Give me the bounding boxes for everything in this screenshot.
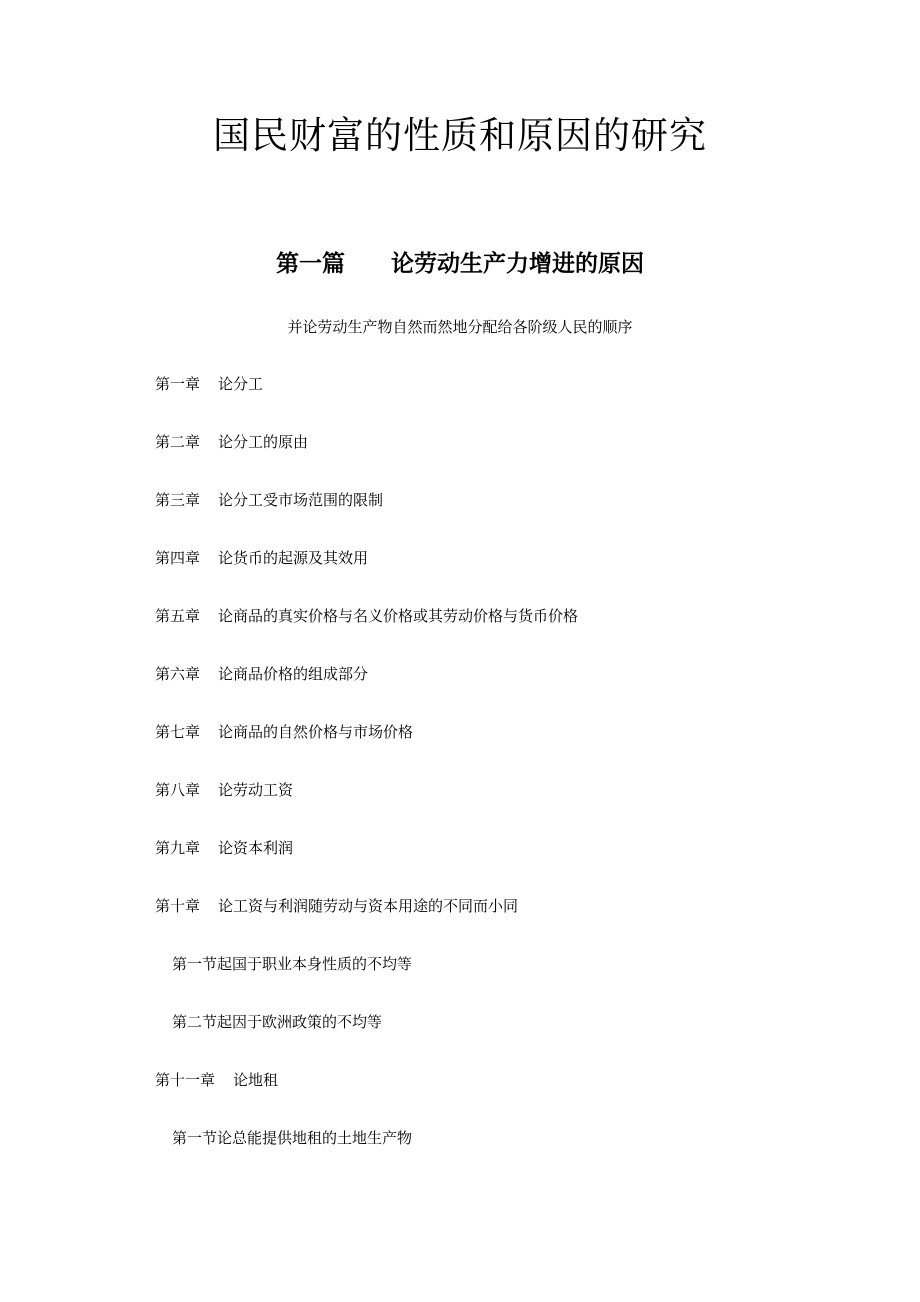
toc-chapter-entry bbox=[155, 605, 795, 663]
toc-entry-title: 论商品的自然价格与市场价格 bbox=[218, 723, 414, 741]
toc-section-entry bbox=[155, 953, 795, 1011]
toc-chapter-entry bbox=[155, 779, 795, 837]
toc-entry-number: 第十一章 bbox=[155, 1071, 216, 1089]
toc-entry-number: 第四章 bbox=[155, 549, 201, 567]
toc-entry-title: 起因于欧洲政策的不均等 bbox=[217, 1013, 383, 1031]
toc-entry-title: 论分工 bbox=[218, 375, 264, 393]
part-number: 第一篇 bbox=[276, 250, 345, 277]
part-heading bbox=[0, 248, 920, 280]
toc-chapter-entry bbox=[155, 431, 795, 489]
toc-entry-title: 论商品价格的组成部分 bbox=[218, 665, 369, 683]
toc-section-entry bbox=[155, 1011, 795, 1069]
toc-entry-number: 第十章 bbox=[155, 897, 201, 915]
toc-chapter-entry bbox=[155, 1069, 795, 1127]
toc-entry-title: 论分工受市场范围的限制 bbox=[218, 491, 384, 509]
part-title: 论劳动生产力增进的原因 bbox=[391, 250, 644, 277]
toc-entry-number: 第六章 bbox=[155, 665, 201, 683]
toc-entry-number: 第八章 bbox=[155, 781, 201, 799]
toc-entry-title: 论工资与利润随劳动与资本用途的不同而小同 bbox=[218, 897, 519, 915]
toc-entry-title: 论分工的原由 bbox=[218, 433, 309, 451]
toc-entry-number: 第二节 bbox=[172, 1013, 218, 1031]
toc-chapter-entry bbox=[155, 547, 795, 605]
toc-chapter-entry bbox=[155, 489, 795, 547]
toc-entry-number: 第一节 bbox=[172, 1129, 218, 1147]
toc-entry-title: 论劳动工资 bbox=[218, 781, 294, 799]
toc-entry-title: 论资本利润 bbox=[218, 839, 294, 857]
toc-entry-title: 起国于职业本身性质的不均等 bbox=[217, 955, 413, 973]
toc-entry-title: 论总能提供地租的土地生产物 bbox=[217, 1129, 413, 1147]
toc-chapter-entry bbox=[155, 663, 795, 721]
toc-chapter-entry bbox=[155, 837, 795, 895]
toc-section-entry bbox=[155, 1127, 795, 1185]
toc-entry-number: 第九章 bbox=[155, 839, 201, 857]
toc-entry-number: 第三章 bbox=[155, 491, 201, 509]
toc-entry-number: 第一节 bbox=[172, 955, 218, 973]
toc-entry-title: 论地租 bbox=[233, 1071, 279, 1089]
table-of-contents bbox=[155, 373, 795, 1185]
part-subtitle: 并论劳动生产物自然而然地分配给各阶级人民的顺序 bbox=[287, 318, 633, 336]
toc-entry-number: 第五章 bbox=[155, 607, 201, 625]
toc-entry-title: 论货币的起源及其效用 bbox=[218, 549, 369, 567]
book-title: 国民财富的性质和原因的研究 bbox=[213, 114, 707, 157]
toc-entry-number: 第七章 bbox=[155, 723, 201, 741]
toc-chapter-entry bbox=[155, 721, 795, 779]
toc-entry-title: 论商品的真实价格与名义价格或其劳动价格与货币价格 bbox=[218, 607, 579, 625]
toc-chapter-entry bbox=[155, 373, 795, 431]
toc-entry-number: 第一章 bbox=[155, 375, 201, 393]
toc-chapter-entry bbox=[155, 895, 795, 953]
toc-entry-number: 第二章 bbox=[155, 433, 201, 451]
